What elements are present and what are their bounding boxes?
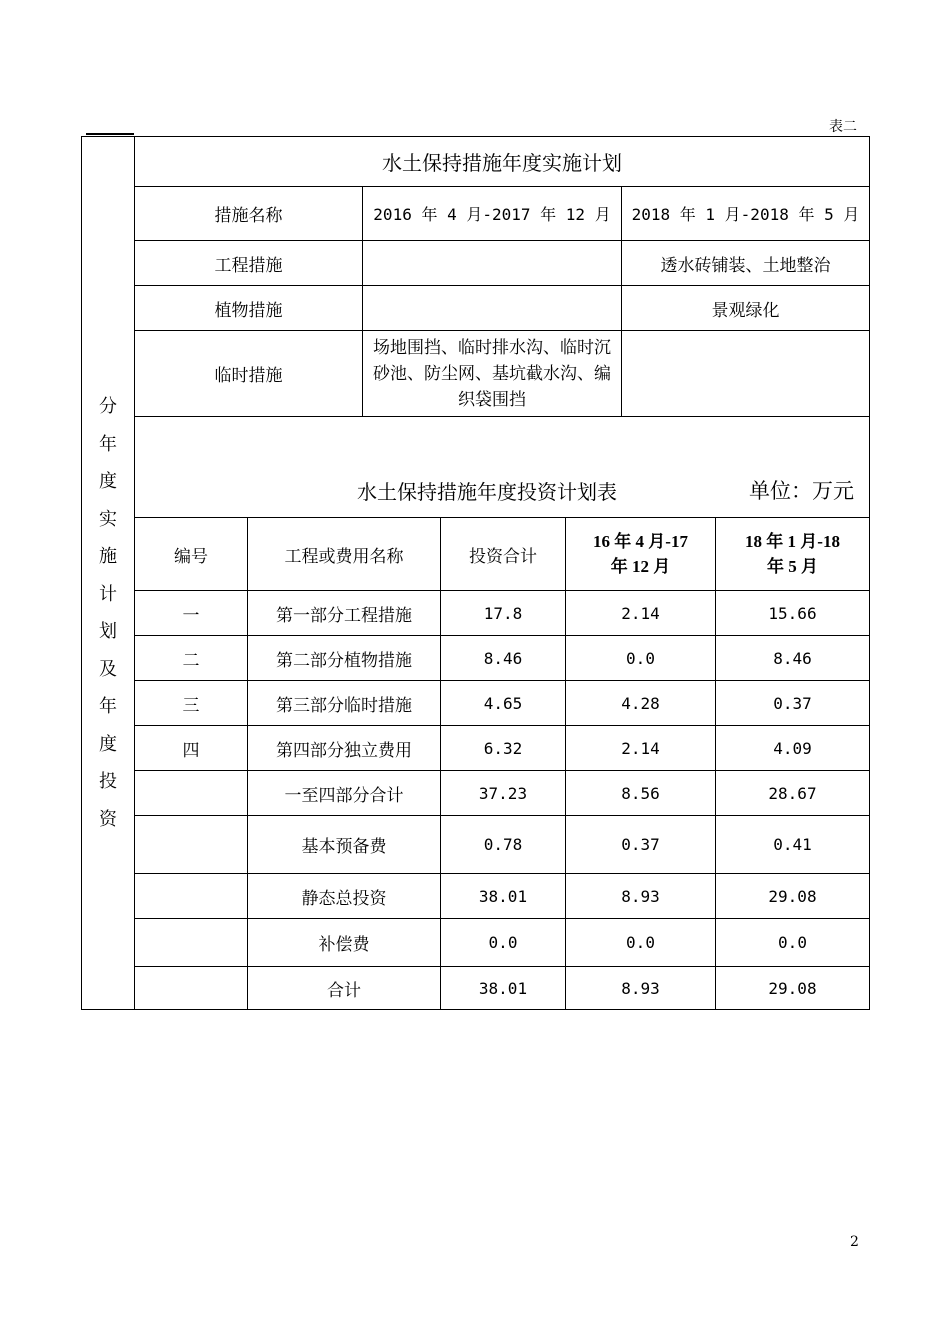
vertical-char: 计 — [99, 583, 117, 605]
investment-title: 水土保持措施年度投资计划表 — [357, 480, 617, 504]
inv-row-name: 第三部分临时措施 — [248, 681, 441, 726]
vertical-char: 资 — [99, 808, 117, 830]
inv-row-period2: 0.37 — [716, 681, 870, 726]
plan-row-period2: 透水砖铺装、土地整治 — [622, 241, 870, 286]
inv-row-id: 一 — [135, 591, 248, 636]
inv-row-period2: 0.0 — [716, 919, 870, 967]
plan-row-period2 — [622, 331, 870, 417]
inv-row-id — [135, 874, 248, 919]
inv-row-id — [135, 967, 248, 1010]
plan-row-name: 植物措施 — [135, 286, 363, 331]
inv-header-period1: 16 年 4 月-17 年 12 月 — [566, 518, 716, 591]
inv-row-name: 补偿费 — [248, 919, 441, 967]
inv-row-period1: 8.93 — [566, 874, 716, 919]
inv-row-name: 第一部分工程措施 — [248, 591, 441, 636]
plan-header-period1: 2016 年 4 月-2017 年 12 月 — [363, 187, 622, 241]
inv-row-period1: 2.14 — [566, 591, 716, 636]
inv-row-period2: 28.67 — [716, 771, 870, 816]
inv-row-total: 4.65 — [441, 681, 566, 726]
plan-row-name: 工程措施 — [135, 241, 363, 286]
inv-row-total: 37.23 — [441, 771, 566, 816]
inv-row-total: 38.01 — [441, 967, 566, 1010]
inv-row-id: 二 — [135, 636, 248, 681]
inv-row-id — [135, 771, 248, 816]
plan-row-name: 临时措施 — [135, 331, 363, 417]
vertical-char: 实 — [99, 508, 117, 530]
inv-row-name: 基本预备费 — [248, 816, 441, 874]
inv-row-id — [135, 816, 248, 874]
inv-row-id — [135, 919, 248, 967]
investment-title-row — [135, 417, 870, 518]
inv-row-period1: 0.0 — [566, 919, 716, 967]
plan-row-period1 — [363, 241, 622, 286]
plan-header-name: 措施名称 — [135, 187, 363, 241]
plan-header-period2: 2018 年 1 月-2018 年 5 月 — [622, 187, 870, 241]
inv-row-name: 第二部分植物措施 — [248, 636, 441, 681]
inv-header-id: 编号 — [135, 518, 248, 591]
inv-row-period1: 0.0 — [566, 636, 716, 681]
inv-row-period1: 2.14 — [566, 726, 716, 771]
vertical-char: 年 — [99, 433, 117, 455]
inv-row-name: 第四部分独立费用 — [248, 726, 441, 771]
inv-row-name: 合计 — [248, 967, 441, 1010]
vertical-char: 施 — [99, 546, 117, 567]
vertical-char: 及 — [99, 658, 117, 680]
inv-row-period2: 15.66 — [716, 591, 870, 636]
top-rule — [86, 133, 134, 135]
inv-row-total: 6.32 — [441, 726, 566, 771]
inv-row-total: 38.01 — [441, 874, 566, 919]
plan-row-period2: 景观绿化 — [622, 286, 870, 331]
inv-row-name: 一至四部分合计 — [248, 771, 441, 816]
plan-row-period1: 场地围挡、临时排水沟、临时沉砂池、防尘网、基坑截水沟、编织袋围挡 — [363, 331, 622, 417]
inv-row-period2: 4.09 — [716, 726, 870, 771]
vertical-label — [81, 388, 135, 838]
vertical-label-column — [81, 136, 135, 1010]
vertical-char: 分 — [99, 396, 117, 417]
inv-row-id: 四 — [135, 726, 248, 771]
inv-header-period2: 18 年 1 月-18 年 5 月 — [716, 518, 870, 591]
vertical-char: 度 — [99, 733, 117, 755]
vertical-char: 年 — [99, 696, 117, 717]
inv-row-id: 三 — [135, 681, 248, 726]
inv-row-period2: 29.08 — [716, 967, 870, 1010]
inv-header-total: 投资合计 — [441, 518, 566, 591]
inv-row-period2: 0.41 — [716, 816, 870, 874]
inv-row-period2: 8.46 — [716, 636, 870, 681]
table-number-label: 表二 — [829, 119, 857, 135]
vertical-char: 划 — [99, 621, 117, 642]
investment-unit: 单位：万元 — [749, 479, 854, 503]
vertical-char: 投 — [99, 771, 117, 792]
inv-row-total: 0.78 — [441, 816, 566, 874]
plan-row-period1 — [363, 286, 622, 331]
inv-header-name: 工程或费用名称 — [248, 518, 441, 591]
inv-row-period2: 29.08 — [716, 874, 870, 919]
inv-row-total: 0.0 — [441, 919, 566, 967]
inv-row-period1: 8.56 — [566, 771, 716, 816]
inv-row-period1: 8.93 — [566, 967, 716, 1010]
vertical-char: 度 — [99, 471, 117, 492]
inv-row-total: 8.46 — [441, 636, 566, 681]
inv-row-name: 静态总投资 — [248, 874, 441, 919]
inv-row-period1: 4.28 — [566, 681, 716, 726]
inv-row-period1: 0.37 — [566, 816, 716, 874]
inv-row-total: 17.8 — [441, 591, 566, 636]
page-number: 2 — [850, 1234, 859, 1250]
plan-title: 水土保持措施年度实施计划 — [135, 136, 870, 187]
